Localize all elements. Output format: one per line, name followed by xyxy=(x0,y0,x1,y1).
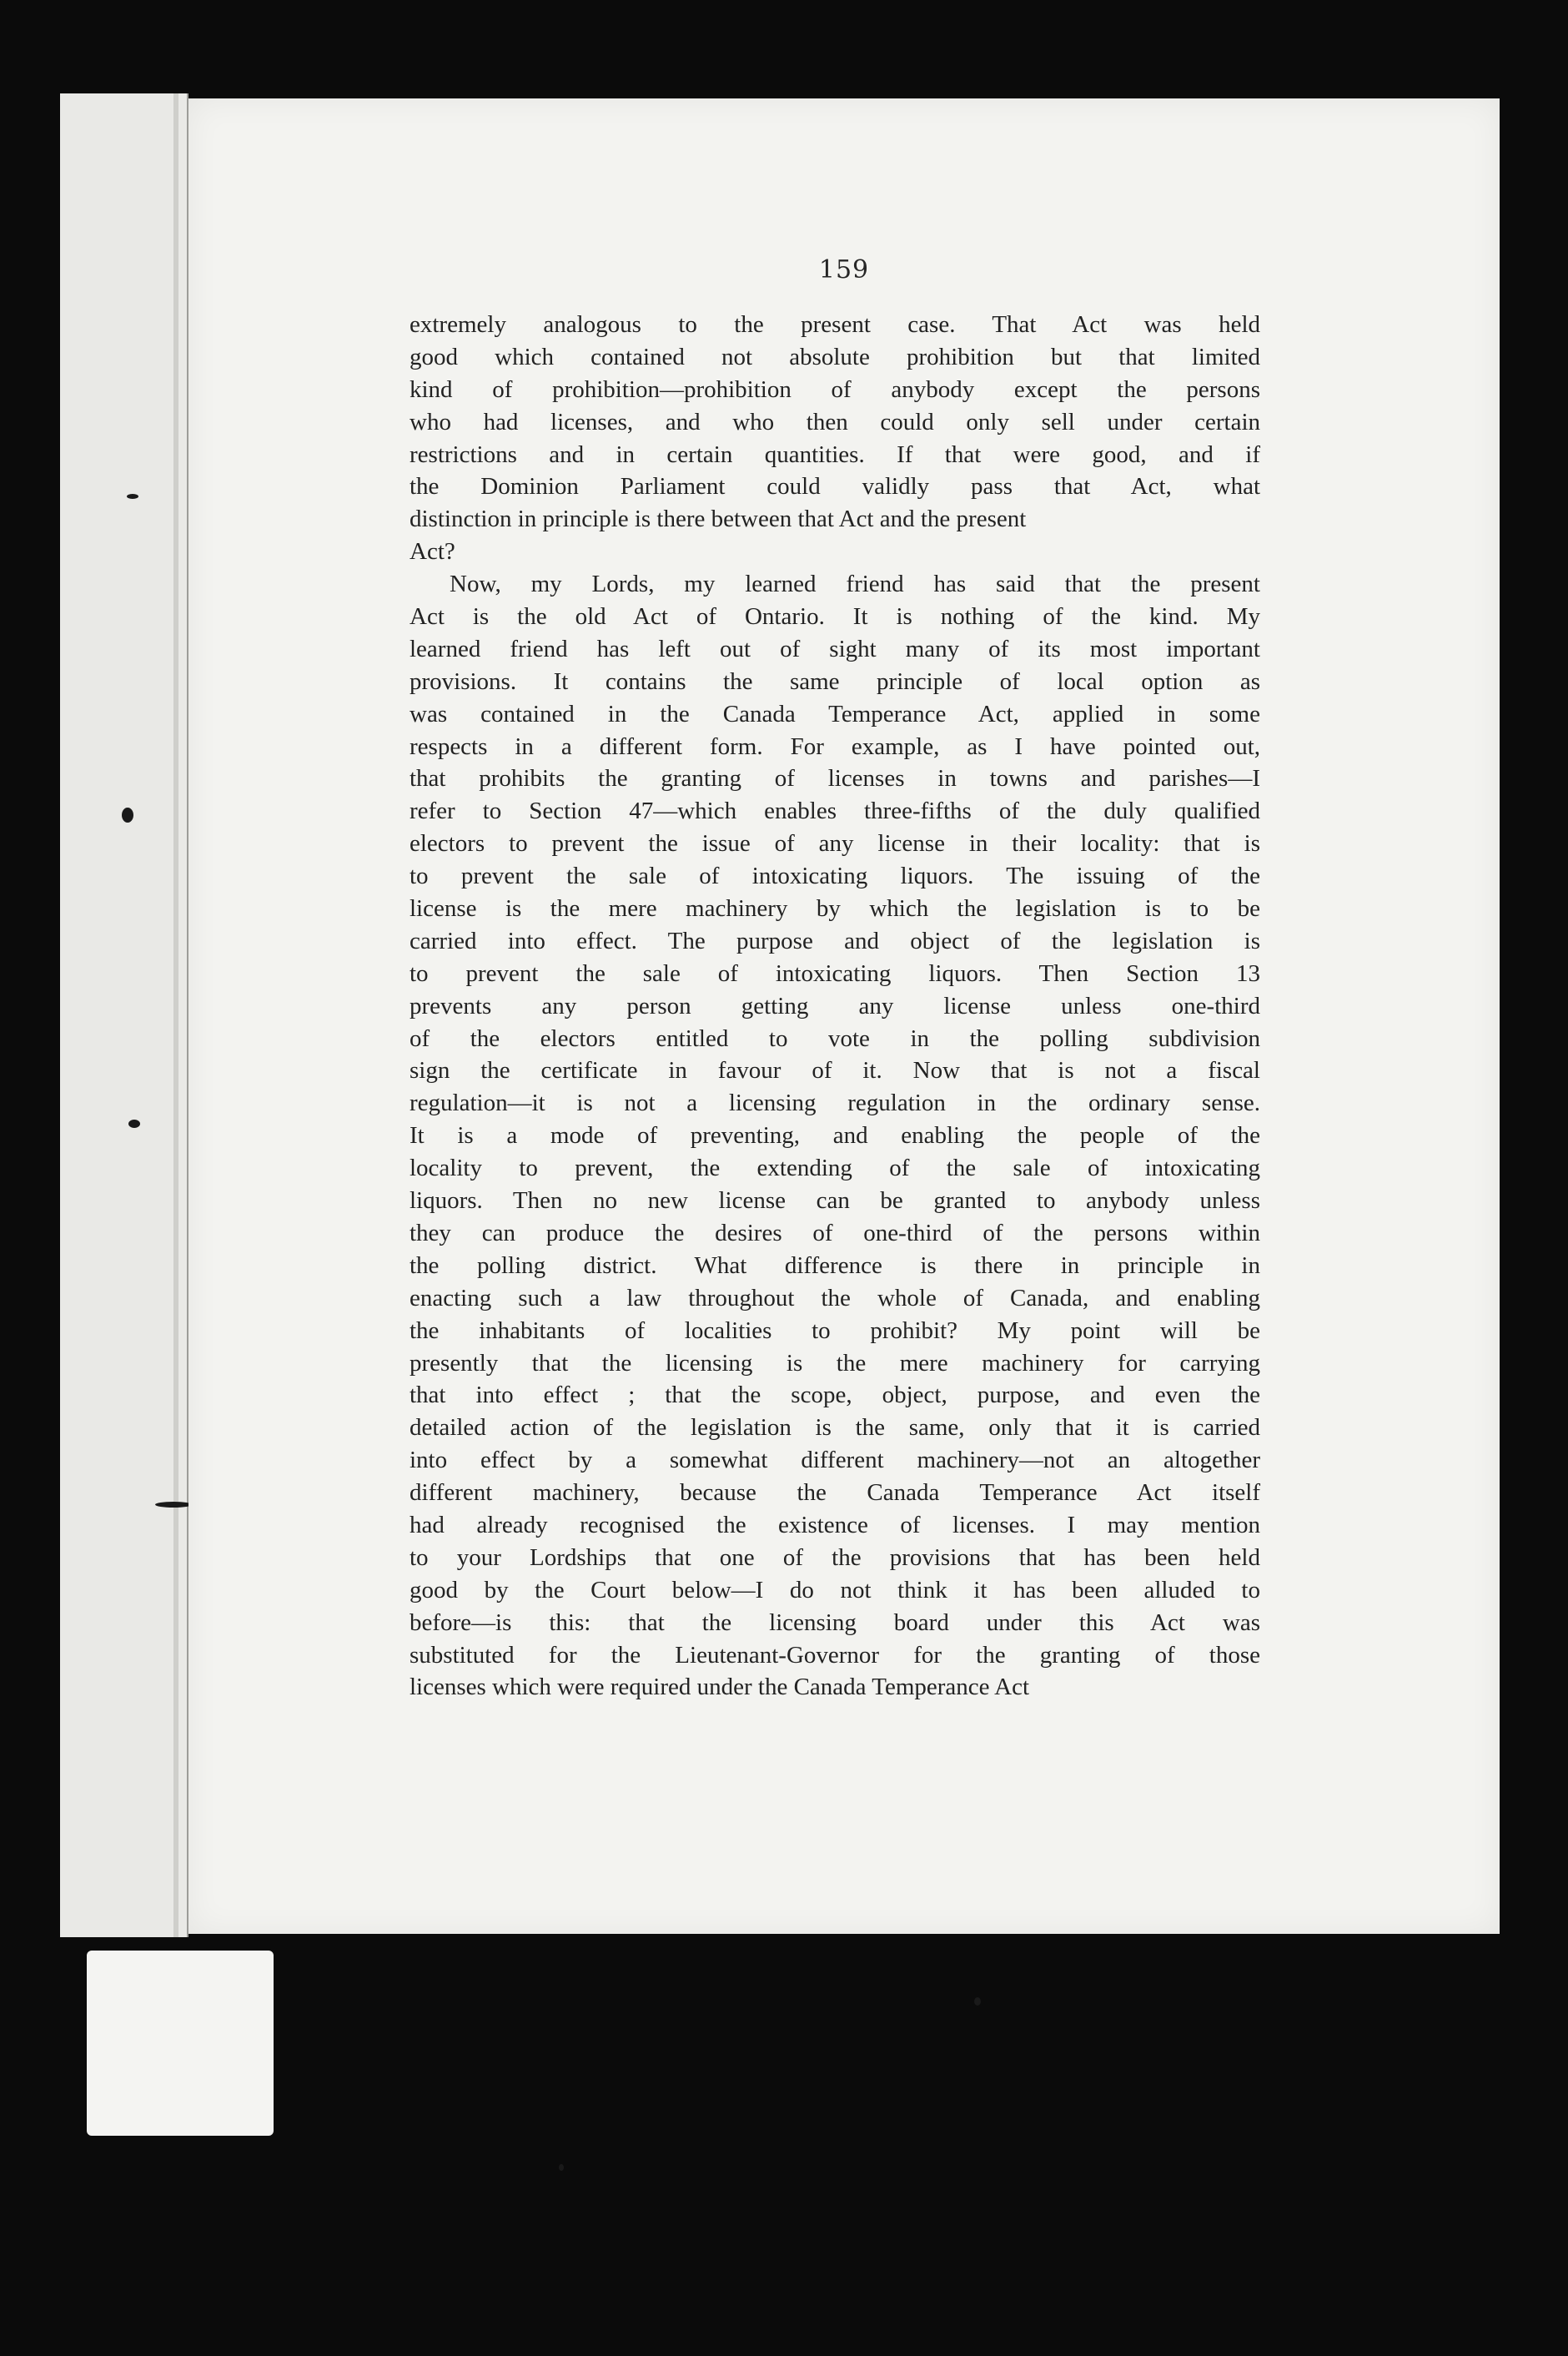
margin-mark xyxy=(974,1997,981,2006)
text-line: to prevent the sale of intoxicating liquors. The issuing of the xyxy=(410,863,1260,890)
text-line: had already recognised the existence of licenses. I may mention xyxy=(410,1511,1260,1538)
text-line: locality to prevent, the extending of the sale of intoxicating xyxy=(410,1155,1260,1182)
text-line: of the electors entitled to vote in the polling subdivision xyxy=(410,1024,1260,1052)
text-line: that prohibits the granting of licenses in towns and parishes—I xyxy=(410,765,1260,793)
text-line: good by the Court below—I do not think it has been alluded to xyxy=(410,1576,1260,1603)
text-line: liquors. Then no new license can be granted to anybody unless xyxy=(410,1187,1260,1215)
text-line: carried into effect. The purpose and object of the legislation is xyxy=(410,927,1260,954)
text-line: refer to Section 47—which enables three-fifths of the duly qualified xyxy=(410,798,1260,825)
text-line: kind of prohibition—prohibition of anybody except the persons xyxy=(410,375,1260,403)
margin-mark xyxy=(122,808,133,823)
text-line: sign the certificate in favour of it. Now that is not a fiscal xyxy=(410,1057,1260,1085)
text-line: before—is this: that the licensing board under this Act was xyxy=(410,1608,1260,1636)
text-line: they can produce the desires of one-third of the persons within xyxy=(410,1219,1260,1246)
text-line: enacting such a law throughout the whole of Canada, and enabling xyxy=(410,1284,1260,1311)
text-line: distinction in principle is there between that Act and the present xyxy=(410,506,1027,533)
text-line: extremely analogous to the present case. That Act was held xyxy=(410,311,1260,338)
margin-mark xyxy=(559,2164,564,2171)
text-line: who had licenses, and who then could only sell under certain xyxy=(410,408,1260,435)
margin-mark xyxy=(127,494,138,499)
text-line: prevents any person getting any license unless one-third xyxy=(410,992,1260,1019)
text-line: Act is the old Act of Ontario. It is nothing of the kind. My xyxy=(410,603,1260,631)
text-line: Now, my Lords, my learned friend has said that the present xyxy=(450,571,1260,598)
text-line: that into effect ; that the scope, object, purpose, and even the xyxy=(410,1382,1260,1409)
text-line: licenses which were required under the Canada Temperance Act xyxy=(410,1674,1030,1701)
text-line: provisions. It contains the same principle of local option as xyxy=(410,667,1260,695)
page-fold xyxy=(173,93,178,1937)
text-line: detailed action of the legislation is the same, only that it is carried xyxy=(410,1414,1260,1442)
text-line: different machinery, because the Canada Temperance Act itself xyxy=(410,1479,1260,1507)
text-line: license is the mere machinery by which the legislation is to be xyxy=(410,895,1260,923)
text-line: substituted for the Lieutenant-Governor for the granting of those xyxy=(410,1641,1260,1669)
text-line: respects in a different form. For example, as I have pointed out, xyxy=(410,732,1260,760)
text-line: It is a mode of preventing, and enabling the people of the xyxy=(410,1122,1260,1150)
text-line: to your Lordships that one of the provisions that has been held xyxy=(410,1543,1260,1571)
text-line: electors to prevent the issue of any license in their locality: that is xyxy=(410,830,1260,858)
text-line: the Dominion Parliament could validly pass that Act, what xyxy=(410,473,1260,501)
margin-mark xyxy=(128,1120,140,1128)
text-line: presently that the licensing is the mere machinery for carrying xyxy=(410,1349,1260,1377)
text-line: into effect by a somewhat different machinery—not an altogether xyxy=(410,1447,1260,1474)
paper-tab xyxy=(87,1951,274,2136)
text-line: restrictions and in certain quantities. If that were good, and if xyxy=(410,440,1260,468)
text-line: Act? xyxy=(410,538,455,566)
body-text xyxy=(410,309,1260,1704)
text-line: to prevent the sale of intoxicating liquors. Then Section 13 xyxy=(410,959,1260,987)
margin-mark xyxy=(155,1502,192,1508)
text-line: good which contained not absolute prohibition but that limited xyxy=(410,343,1260,370)
text-line: the polling district. What difference is there in principle in xyxy=(410,1251,1260,1279)
text-line: the inhabitants of localities to prohibit? My point will be xyxy=(410,1316,1260,1344)
text-line: was contained in the Canada Temperance Act, applied in some xyxy=(410,700,1260,727)
page-number: 159 xyxy=(818,255,870,284)
text-line: learned friend has left out of sight many of its most important xyxy=(410,635,1260,662)
text-line: regulation—it is not a licensing regulation in the ordinary sense. xyxy=(410,1090,1260,1117)
binding-strip xyxy=(60,93,188,1937)
